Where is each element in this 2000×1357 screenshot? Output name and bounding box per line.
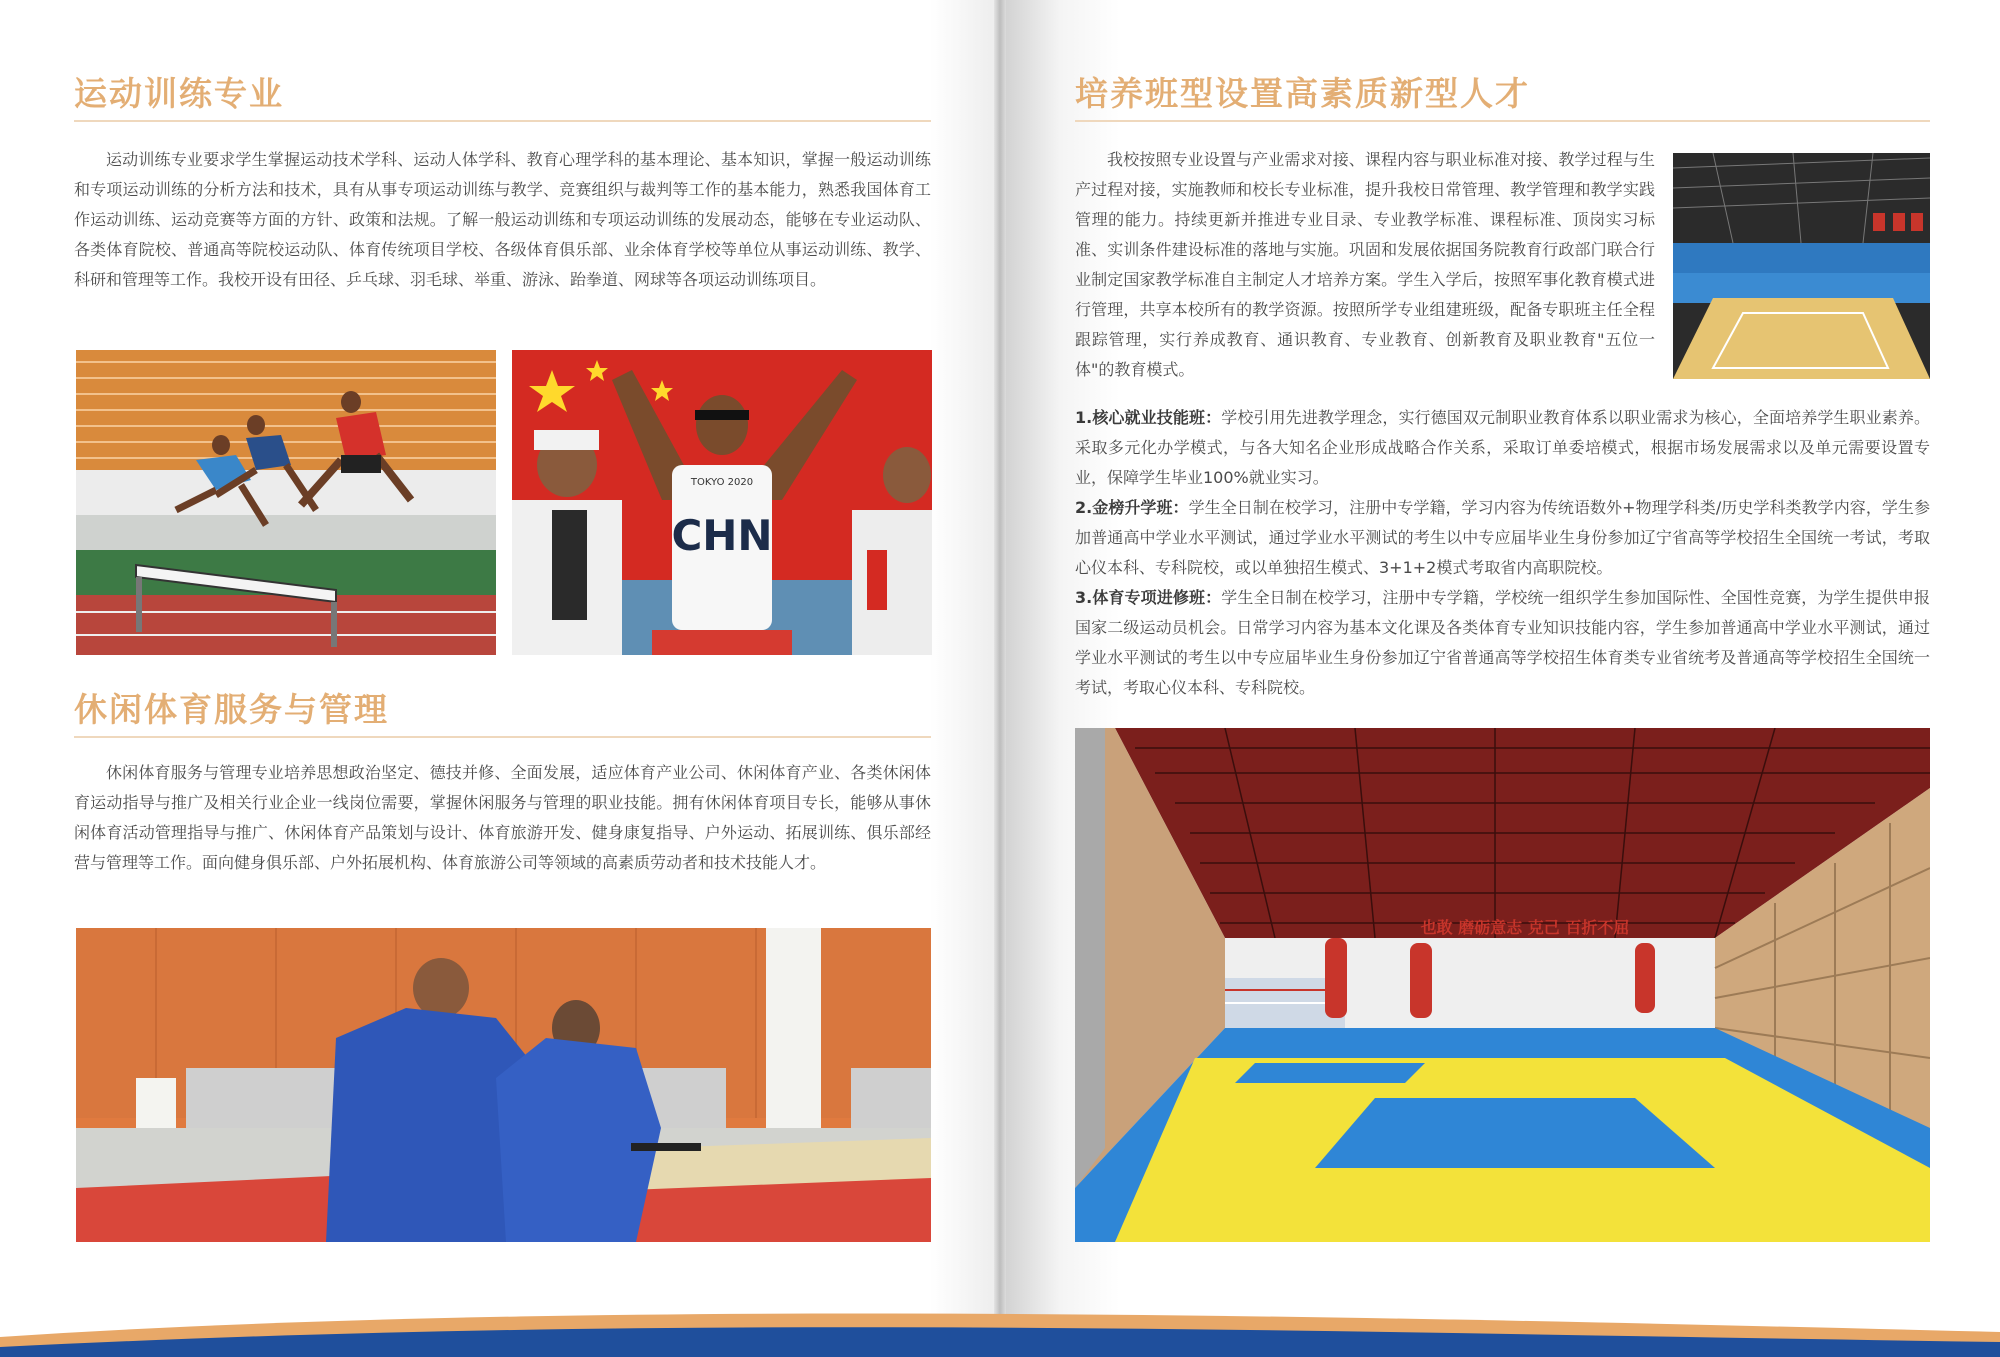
class-item-sports-advanced [1075, 583, 1930, 703]
class-item-text: 学生全日制在校学习，注册中专学籍，学习内容为传统语数外+物理学科类/历史学科类教学内容，学生参加普通高中学业水平测试，通过学业水平测试的考生以中专应届毕业生身份参加辽宁省高等学校招生全国统一考试，考取心仪本科、专科院校，或以单独招生模式、3+1+2模式考取省内高职院校。 [1075, 498, 1930, 577]
class-item-core-employment [1075, 403, 1930, 493]
book-spine [994, 0, 1006, 1357]
title-underline [74, 120, 931, 122]
class-item-label: 2.金榜升学班： [1075, 498, 1189, 517]
footer-wave [0, 1257, 2000, 1357]
athlete-celebration-photo [512, 350, 932, 655]
right-page [1000, 0, 2000, 1357]
section-title-class-types: 培养班型设置高素质新型人才 [1075, 74, 1530, 113]
title-underline [74, 736, 931, 738]
sports-training-paragraph: 运动训练专业要求学生掌握运动技术学科、运动人体学科、教育心理学科的基本理论、基本知识，掌握一般运动训练和专项运动训练的分析方法和技术，具有从事专项运动训练与教学、竞赛组织与裁判等工作的基本能力，熟悉我国体育工作运动训练、运动竞赛等方面的方针、政策和法规。了解一般运动训练和专项运动训练的发展动态，能够在专业运动队、各类体育院校、普通高等院校运动队、体育传统项目学校、各级体育俱乐部、业余体育学校等单位从事运动训练、教学、科研和管理等工作。我校开设有田径、乒乓球、羽毛球、举重、游泳、跆拳道、网球等各项运动训练项目。 [74, 150, 931, 289]
class-item-text: 学校引用先进教学理念，实行德国双元制职业教育体系以职业需求为核心，全面培养学生职业素养。采取多元化办学模式，与各大知名企业形成战略合作关系，采取订单委培模式，根据市场发展需求以及单元需要设置专业，保障学生毕业100%就业实习。 [1075, 408, 1930, 487]
section-title-sports-training: 运动训练专业 [74, 74, 284, 113]
class-types-intro-paragraph: 我校按照专业设置与产业需求对接、课程内容与职业标准对接、教学过程与生产过程对接，实施教师和校长专业标准，提升我校日常管理、教学管理和教学实践管理的能力。持续更新并推进专业目录、专业教学标准、课程标准、顶岗实习标准、实训条件建设标准的落地与实施。巩固和发展依据国务院教育行政部门联合行业制定国家教学标准自主制定人才培养方案。学生入学后，按照军事化教育模式进行管理，共享本校所有的教学资源。按照所学专业组建班级，配备专职班主任全程跟踪管理，实行养成教育、通识教育、专业教育、创新教育及职业教育"五位一体"的教育模式。 [1075, 150, 1655, 379]
arena-photo [1673, 153, 1930, 379]
shirt-main-text: CHN [671, 511, 773, 560]
gym-wall-slogan: 也敢 磨砺意志 克己 百折不屈 [1420, 918, 1630, 937]
class-item-label: 1.核心就业技能班： [1075, 408, 1222, 427]
title-underline [1075, 120, 1930, 122]
training-gym-photo [1075, 728, 1930, 1242]
leisure-sports-paragraph: 休闲体育服务与管理专业培养思想政治坚定、德技并修、全面发展，适应体育产业公司、休闲体育产业、各类休闲体育运动指导与推广及相关行业企业一线岗位需要，掌握休闲服务与管理的职业技能。拥有休闲体育项目专长，能够从事休闲体育活动管理指导与推广、休闲体育产品策划与设计、体育旅游开发、健身康复指导、户外运动、拓展训练、俱乐部经营与管理等工作。面向健身俱乐部、户外拓展机构、体育旅游公司等领域的高素质劳动者和技术技能人才。 [74, 763, 931, 872]
class-item-label: 3.体育专项进修班： [1075, 588, 1222, 607]
shirt-top-text: TOKYO 2020 [690, 477, 754, 488]
class-item-admission [1075, 493, 1930, 583]
section-title-leisure-sports: 休闲体育服务与管理 [74, 690, 389, 729]
class-item-text: 学生全日制在校学习，注册中专学籍，学校统一组织学生参加国际性、全国性竞赛，为学生提供申报国家二级运动员机会。日常学习内容为基本文化课及各类体育专业知识技能内容，学生参加普通高中学业水平测试，通过学业水平测试的考生以中专应届毕业生身份参加辽宁省普通高等学校招生体育类专业省统考及普通高等学校招生全国统一考试，考取心仪本科、专科院校。 [1075, 588, 1930, 697]
hurdles-photo [76, 350, 496, 655]
judo-photo [76, 928, 931, 1242]
